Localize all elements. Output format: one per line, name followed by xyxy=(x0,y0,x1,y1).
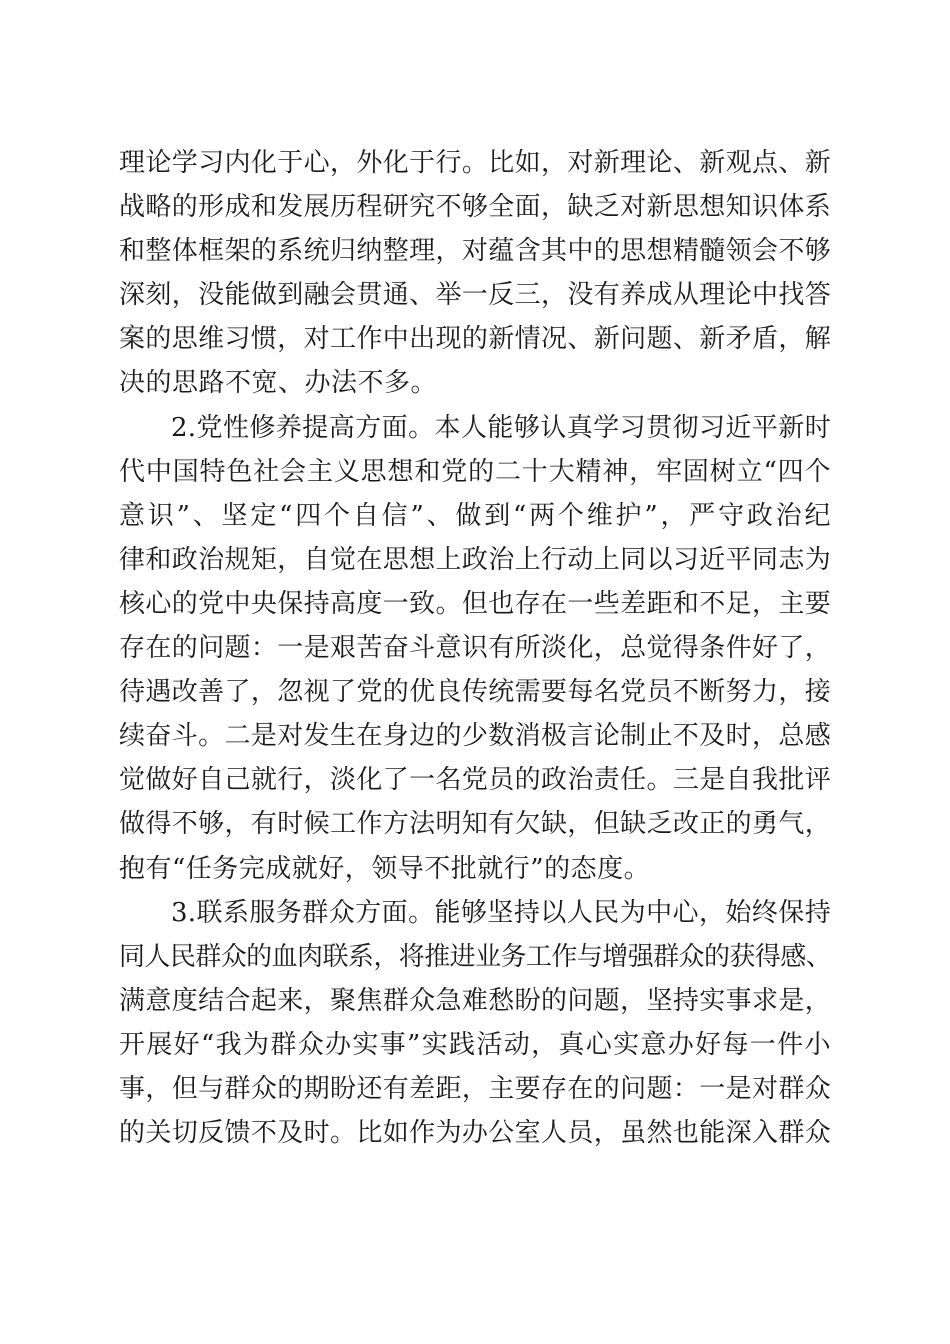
text-line: 待遇改善了，忽视了党的优良传统需要每名党员不断努力，接 xyxy=(119,677,831,708)
document-body xyxy=(119,141,831,1155)
paragraph-first-line: 3.联系服务群众方面。能够坚持以人民为中心，始终保持 xyxy=(171,897,831,928)
text-line: 理论学习内化于心，外化于行。比如，对新理论、新观点、新 xyxy=(119,148,831,178)
text-line: 开展好“我为群众办实事”实践活动，真心实意办好每一件小 xyxy=(119,1029,831,1060)
text-line: 同人民群众的血肉联系，将推进业务工作与增强群众的获得感、 xyxy=(119,941,831,972)
text-line: 深刻，没能做到融会贯通、举一反三，没有养成从理论中找答 xyxy=(119,280,831,311)
text-line: 战略的形成和发展历程研究不够全面，缺乏对新思想知识体系 xyxy=(119,192,831,223)
text-line: 存在的问题：一是艰苦奋斗意识有所淡化，总觉得条件好了， xyxy=(119,633,831,664)
text-line: 做得不够，有时候工作方法明知有欠缺，但缺乏改正的勇气， xyxy=(119,809,831,840)
text-line: 的关切反馈不及时。比如作为办公室人员，虽然也能深入群众 xyxy=(119,1118,831,1149)
text-line: 事，但与群众的期盼还有差距，主要存在的问题：一是对群众 xyxy=(119,1073,831,1104)
paragraph-first-line: 2.党性修养提高方面。本人能够认真学习贯彻习近平新时 xyxy=(171,412,831,443)
text-line: 律和政治规矩，自觉在思想上政治上行动上同以习近平同志为 xyxy=(119,544,831,575)
text-line: 决的思路不宽、办法不多。 xyxy=(119,368,438,399)
text-line: 代中国特色社会主义思想和党的二十大精神，牢固树立“四个 xyxy=(119,456,831,487)
text-line: 意识”、坚定“四个自信”、做到“两个维护”，严守政治纪 xyxy=(119,500,831,531)
text-line: 续奋斗。二是对发生在身边的少数消极言论制止不及时，总感 xyxy=(119,721,831,752)
text-line: 核心的党中央保持高度一致。但也存在一些差距和不足，主要 xyxy=(119,588,831,619)
text-line: 和整体框架的系统归纳整理，对蕴含其中的思想精髓领会不够 xyxy=(119,236,831,267)
text-line: 觉做好自己就行，淡化了一名党员的政治责任。三是自我批评 xyxy=(119,765,831,796)
text-line: 满意度结合起来，聚焦群众急难愁盼的问题，坚持实事求是， xyxy=(119,985,831,1016)
text-line: 抱有“任务完成就好，领导不批就行”的态度。 xyxy=(119,853,651,884)
text-line: 案的思维习惯，对工作中出现的新情况、新问题、新矛盾，解 xyxy=(119,324,831,355)
